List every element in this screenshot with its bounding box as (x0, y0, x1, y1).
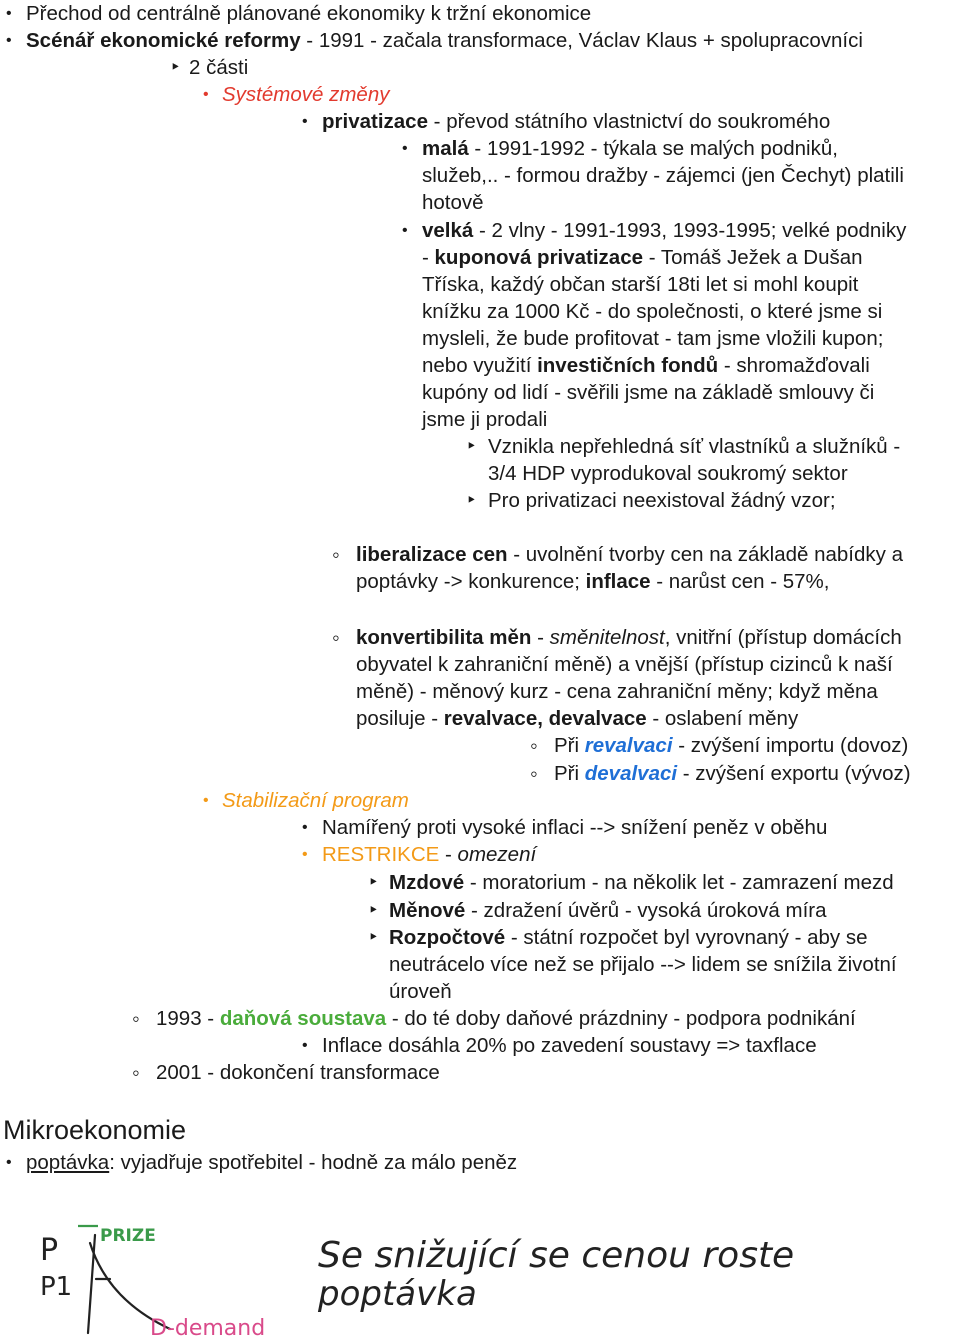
bullet (466, 487, 477, 515)
prize-label: PRIZE (100, 1226, 156, 1246)
bullet (132, 1005, 140, 1035)
bullet (6, 0, 12, 27)
bullet (402, 217, 408, 244)
note-line: posiluje - revalvace, devalvace - oslabení měny (356, 707, 799, 730)
bullet (530, 760, 538, 790)
note-line: nebo využití investičních fondů - shromažďovali (422, 354, 870, 377)
note-line: konvertibilita měn - směnitelnost, vnitřní (přístup domácích (356, 626, 902, 649)
note-line: měně) - měnový kurz - cena zahraniční měny; když měna (356, 680, 878, 703)
bullet (368, 897, 379, 925)
handwritten-note-2: poptávka (318, 1274, 477, 1314)
note-line: 2001 - dokončení transformace (156, 1061, 440, 1084)
bullet (132, 1059, 140, 1089)
bullet (332, 624, 340, 654)
bullet (466, 433, 477, 461)
note-line: Měnové - zdražení úvěrů - vysoká úroková míra (389, 899, 827, 922)
note-line: mysleli, že bude profitovat - tam jsme vložili kupon; (422, 327, 884, 350)
bullet (402, 135, 408, 162)
bullet (368, 924, 379, 952)
bullet (302, 108, 308, 135)
note-line: Scénář ekonomické reformy - 1991 - začala transformace, Václav Klaus + spolupracovníci (26, 29, 863, 52)
demand-label: D-demand (150, 1316, 266, 1336)
note-line: poptávky -> konkurence; inflace - narůst cen - 57%, (356, 570, 830, 593)
note-line: Rozpočtové - státní rozpočet byl vyrovnaný - aby se (389, 926, 868, 949)
note-line: 2 části (189, 56, 249, 79)
bullet (203, 787, 209, 814)
note-line: služeb,.. - formou dražby - zájemci (jen Čechyt) platili (422, 164, 904, 187)
note-line: úroveň (389, 980, 452, 1003)
bullet (6, 1149, 12, 1176)
note-line: privatizace - převod státního vlastnictví do soukromého (322, 110, 831, 133)
bullet (332, 541, 340, 571)
note-line: obyvatel k zahraniční měně) a vnější (přístup cizinců k naší (356, 653, 893, 676)
bullet (530, 732, 538, 762)
note-line: poptávka: vyjadřuje spotřebitel - hodně za málo peněz (26, 1151, 518, 1174)
handwritten-note: Se snižující se cenou roste (318, 1235, 795, 1276)
note-line: Inflace dosáhla 20% po zavedení soustavy => taxflace (322, 1034, 817, 1057)
bullet (368, 869, 379, 897)
note-line: jsme ji prodali (422, 408, 548, 431)
note-line: Namířený proti vysoké inflaci --> snížení peněz v oběhu (322, 816, 828, 839)
bullet (6, 27, 12, 54)
section-title: Stabilizační program (222, 789, 409, 812)
note-line: Přechod od centrálně plánované ekonomiky k tržní ekonomice (26, 2, 592, 25)
note-line: 1993 - daňová soustava - do té doby daňové prázdniny - podpora podnikání (156, 1007, 856, 1030)
note-line: knížku za 1000 Kč - do společnosti, o které jsme si (422, 300, 883, 323)
bullet (302, 1032, 308, 1059)
price-1-label: P1 (40, 1272, 73, 1302)
note-line: neutrácelo více než se přijalo --> lidem se snížila životní (389, 953, 897, 976)
note-line: liberalizace cen - uvolnění tvorby cen na základě nabídky a (356, 543, 903, 566)
note-line: Tříska, každý občan starší 18ti let si mohl koupit (422, 273, 859, 296)
note-line: Pro privatizaci neexistoval žádný vzor; (488, 489, 836, 512)
note-line: kupóny od lidí - svěřili jsme na základě smlouvy či (422, 381, 875, 404)
note-line: Při devalvaci - zvýšení exportu (vývoz) (554, 762, 911, 785)
handwritten-sketch (0, 1205, 960, 1336)
page-heading: Mikroekonomie (3, 1115, 187, 1145)
note-line: RESTRIKCE - omezení (322, 843, 537, 866)
bullet (302, 814, 308, 841)
bullet (203, 81, 209, 108)
note-line: Vznikla nepřehledná síť vlastníků a služníků - (488, 435, 901, 458)
note-line: - kuponová privatizace - Tomáš Ježek a Dušan (422, 246, 863, 269)
section-title: Systémové změny (222, 83, 390, 106)
note-line: Při revalvaci - zvýšení importu (dovoz) (554, 734, 909, 757)
note-line: hotově (422, 191, 484, 214)
note-line: Mzdové - moratorium - na několik let - zamrazení mezd (389, 871, 894, 894)
bullet (170, 54, 181, 82)
bullet (302, 841, 308, 868)
note-line: malá - 1991-1992 - týkala se malých podniků, (422, 137, 838, 160)
note-line: 3/4 HDP vyprodukoval soukromý sektor (488, 462, 848, 485)
note-line: velká - 2 vlny - 1991-1993, 1993-1995; velké podniky (422, 219, 907, 242)
price-label: P (40, 1233, 59, 1268)
